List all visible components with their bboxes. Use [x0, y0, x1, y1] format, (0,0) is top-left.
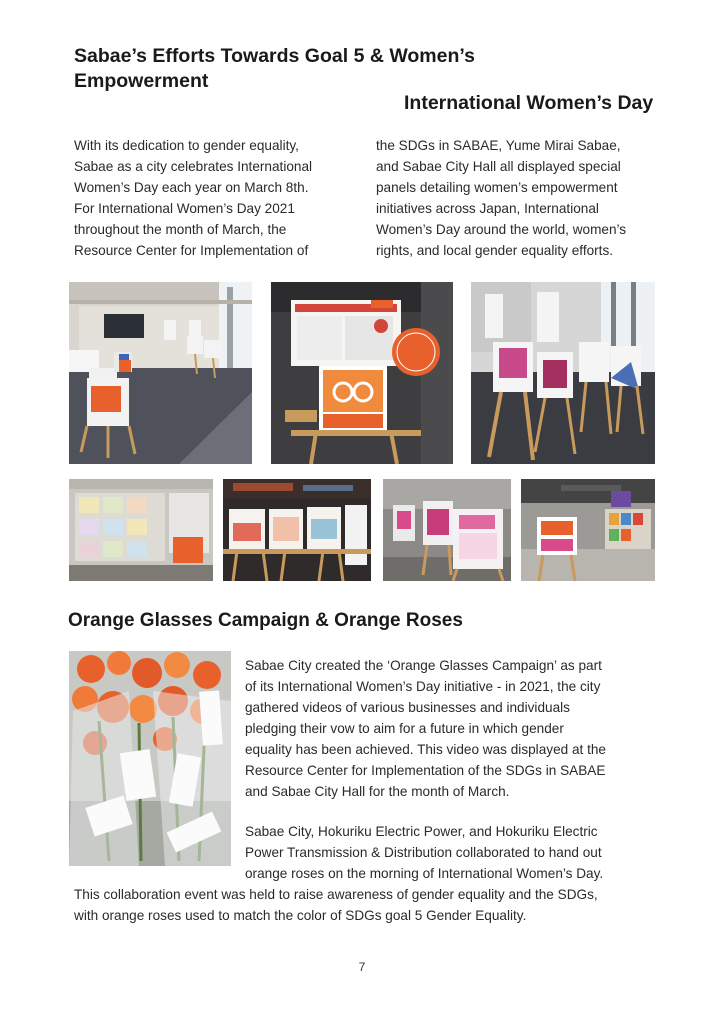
intro-line: Women’s Day each year on March 8th.	[74, 180, 309, 195]
photo-orange-roses	[69, 651, 231, 866]
campaign-paragraph-2	[245, 821, 655, 884]
photo-orange-glasses-poster	[271, 282, 453, 464]
page-title	[74, 44, 554, 94]
intro-line: Women’s Day around the world, women’s	[376, 222, 627, 237]
section-heading-iwd: International Women’s Day	[404, 92, 654, 114]
photo-pink-panels	[383, 479, 511, 581]
campaign-line: pledging their vow to aim for a future in which gender	[245, 721, 564, 736]
photo-wall-panels	[69, 479, 213, 581]
campaign-line: equality has been achieved. This video was displayed at the	[245, 742, 606, 757]
intro-line: rights, and local gender equality efforts.	[376, 243, 614, 258]
photo-easels-row	[471, 282, 655, 464]
campaign-line: of its International Women’s Day initiative - in 2021, the city	[245, 679, 601, 694]
campaign-line: Resource Center for Implementation of the SDGs in SABAE	[245, 763, 606, 778]
campaign-line: This collaboration event was held to raise awareness of gender equality and the SDGs,	[74, 887, 598, 902]
photo-lobby-sign	[521, 479, 655, 581]
intro-column-right	[376, 135, 666, 261]
intro-line: panels detailing women’s empowerment	[376, 180, 618, 195]
page-title-line1: Sabae’s Efforts Towards Goal 5 & Women’s	[74, 45, 475, 67]
campaign-line: and Sabae City Hall for the month of March.	[245, 784, 510, 799]
page-title-line2: Empowerment	[74, 70, 209, 92]
photo-chart-panels	[223, 479, 371, 581]
campaign-paragraph-2-full	[74, 884, 664, 926]
campaign-line: gathered videos of various businesses and individuals	[245, 700, 570, 715]
intro-line: With its dedication to gender equality,	[74, 138, 299, 153]
photo-exhibit-hall	[69, 282, 252, 464]
intro-line: For International Women’s Day 2021	[74, 201, 295, 216]
campaign-line: Power Transmission & Distribution collaborated to hand out	[245, 845, 602, 860]
intro-column-left	[74, 135, 354, 261]
campaign-line: orange roses on the morning of International Women’s Day.	[245, 866, 604, 881]
campaign-line: with orange roses used to match the color of SDGs goal 5 Gender Equality.	[74, 908, 527, 923]
intro-line: and Sabae City Hall all displayed special	[376, 159, 621, 174]
intro-line: Resource Center for Implementation of	[74, 243, 309, 258]
intro-line: the SDGs in SABAE, Yume Mirai Sabae,	[376, 138, 621, 153]
campaign-paragraph-1	[245, 655, 655, 802]
section-heading-campaign: Orange Glasses Campaign & Orange Roses	[68, 610, 463, 631]
intro-line: Sabae as a city celebrates International	[74, 159, 313, 174]
campaign-line: Sabae City, Hokuriku Electric Power, and Hokuriku Electric	[245, 824, 598, 839]
intro-line: initiatives across Japan, International	[376, 201, 599, 216]
page-number: 7	[358, 960, 366, 974]
campaign-line: Sabae City created the ‘Orange Glasses Campaign’ as part	[245, 658, 602, 673]
intro-line: throughout the month of March, the	[74, 222, 287, 237]
